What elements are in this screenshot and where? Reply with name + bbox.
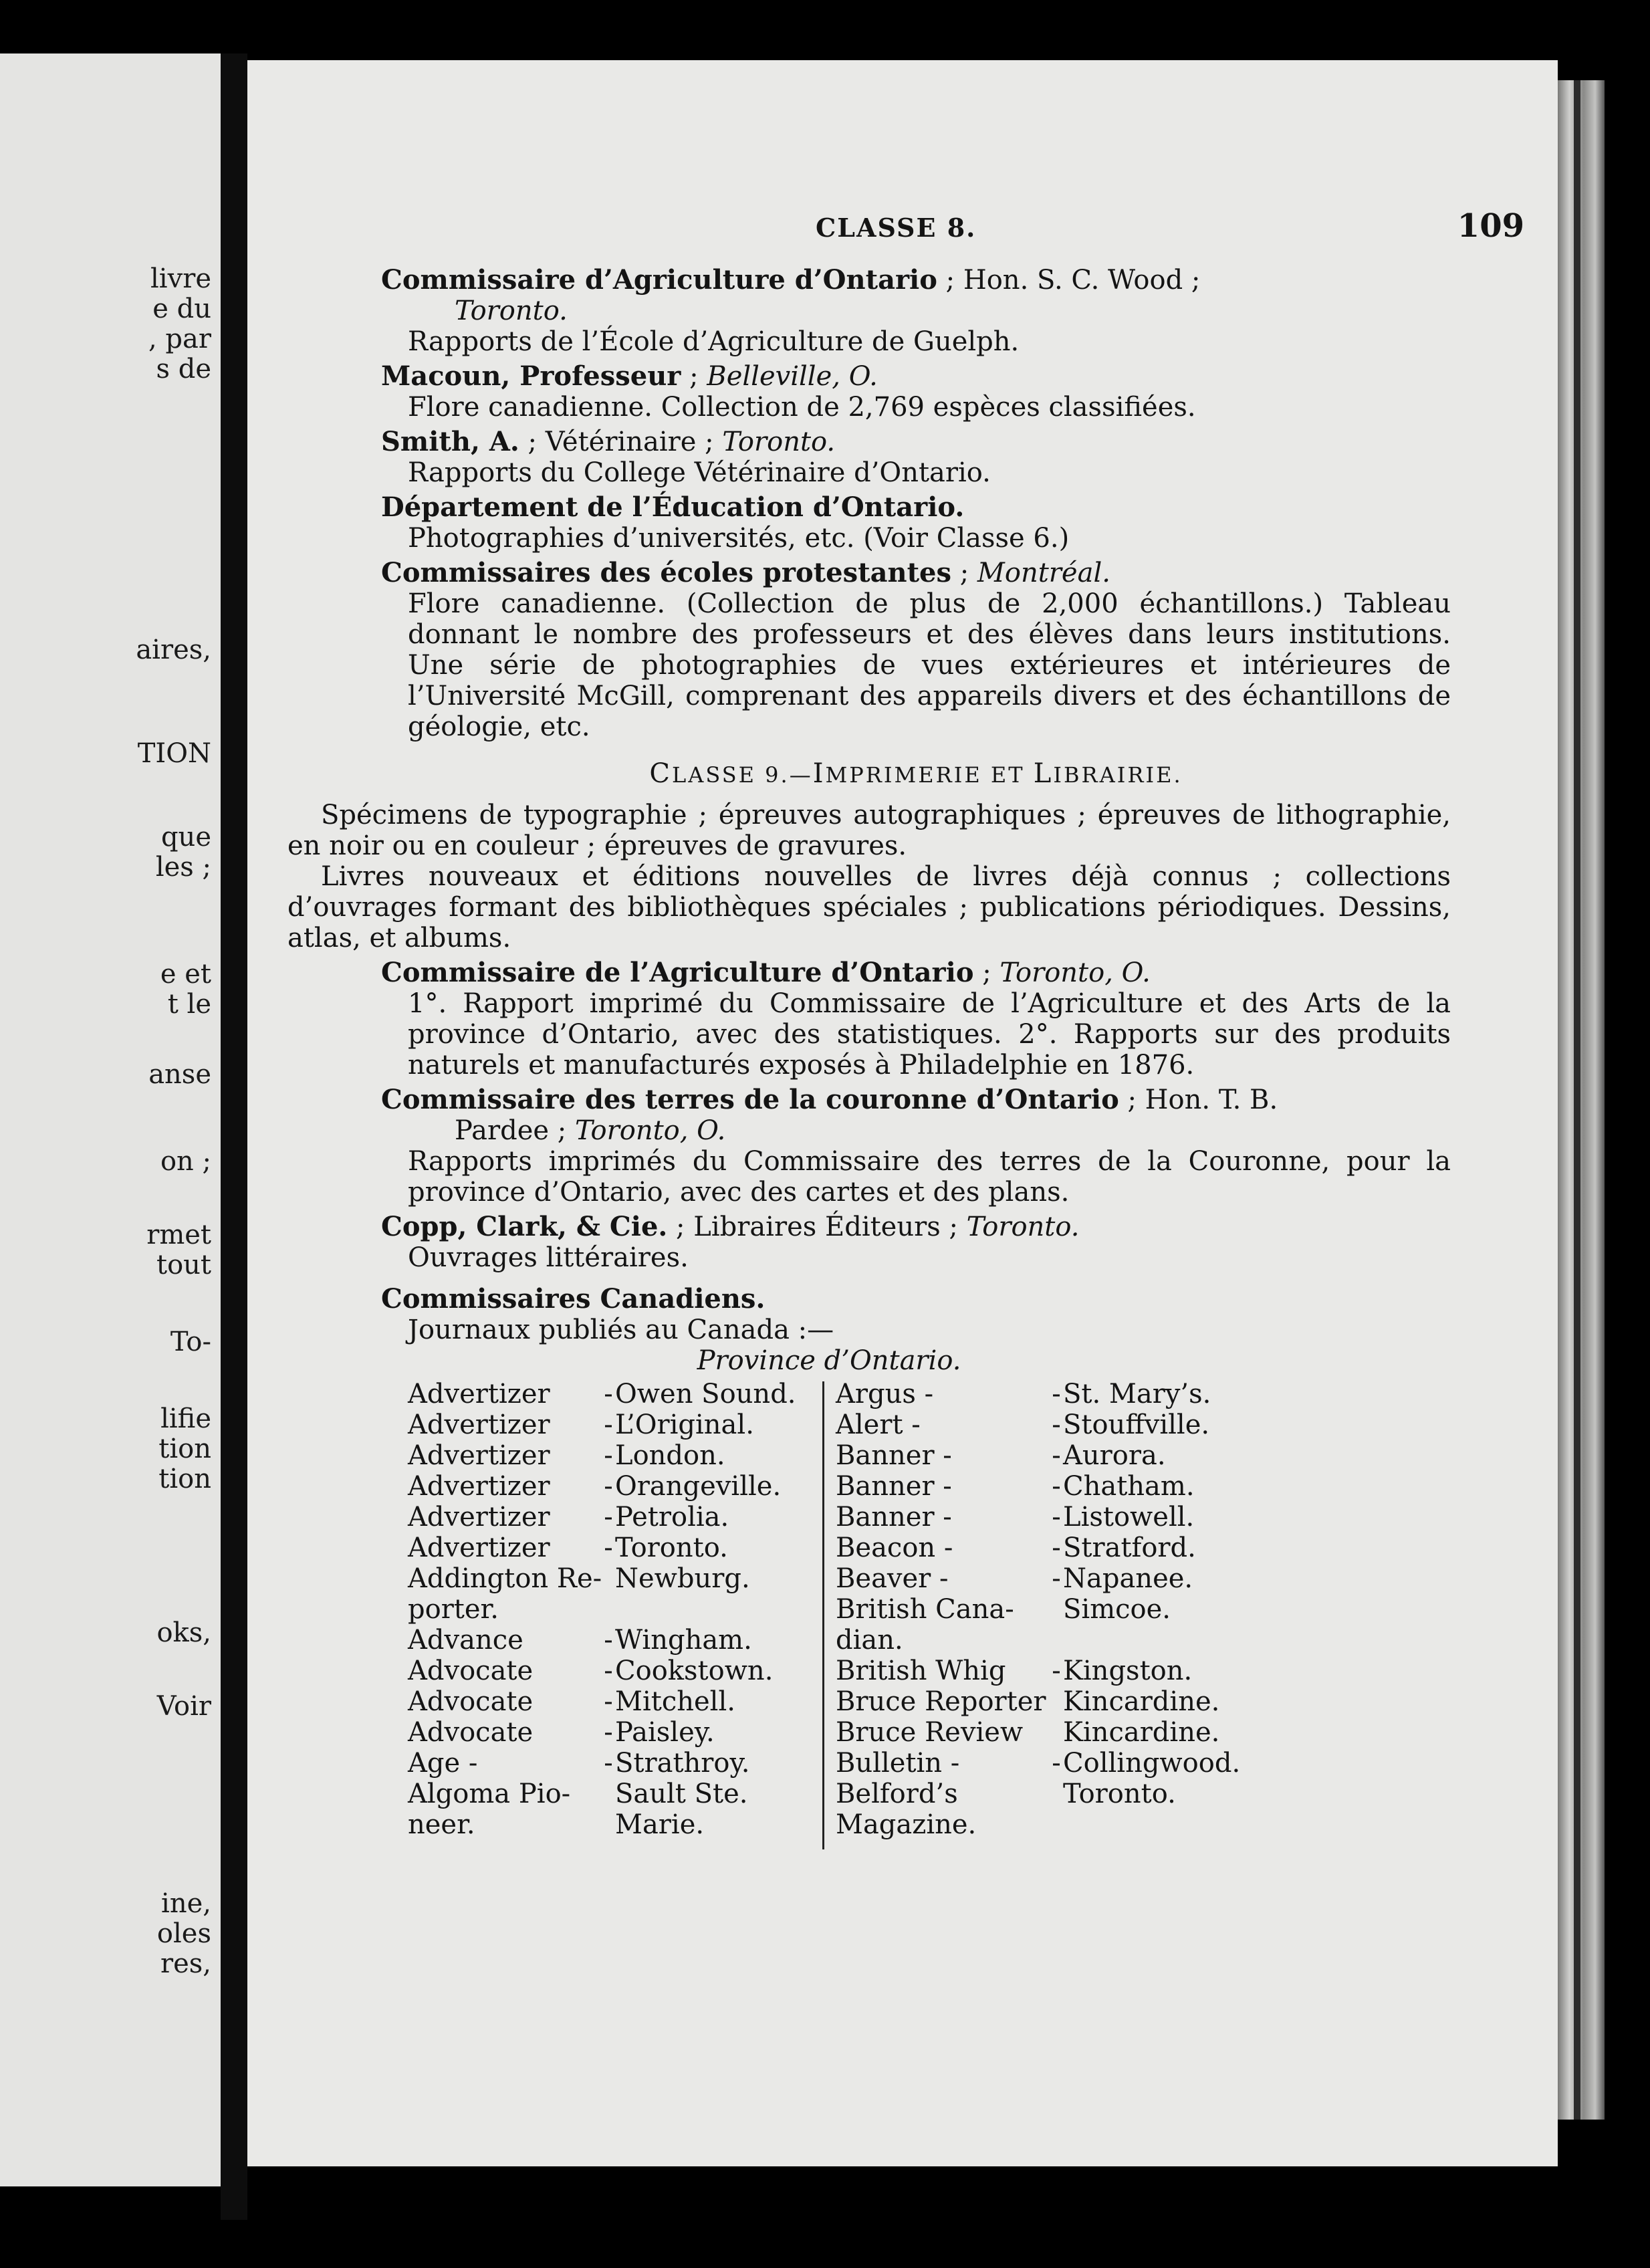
newspaper-place-line: Petrolia.	[615, 1502, 729, 1533]
newspaper-place-line: Kincardine.	[1063, 1686, 1220, 1717]
newspaper-row	[408, 1379, 822, 1409]
entry-heading	[381, 427, 1451, 457]
newspaper-place-line: Collingwood.	[1063, 1748, 1241, 1779]
newspaper-row	[408, 1748, 822, 1779]
left-page-fragment	[0, 294, 221, 324]
left-page-fragment	[0, 1889, 221, 1918]
left-page-fragment-text: e du	[152, 294, 211, 324]
newspaper-place	[615, 1409, 822, 1440]
newspaper-title-line: Banner -	[836, 1440, 952, 1471]
newspaper-dash: -	[1052, 1563, 1061, 1594]
newspaper-title	[408, 1502, 608, 1533]
newspaper-title	[836, 1594, 1056, 1656]
newspaper-dash: -	[1052, 1533, 1061, 1563]
newspaper-place-line: Toronto.	[1063, 1779, 1176, 1809]
newspaper-place	[615, 1563, 822, 1594]
class9-description-1: Spécimens de typographie ; épreuves autographiques ; épreuves de lithographie, en noir ou en couleur ; épreuves de gravures.	[287, 800, 1451, 861]
newspaper-place-line: Marie.	[615, 1809, 705, 1840]
newspaper-title-line: Advocate	[408, 1686, 534, 1717]
newspaper-place	[615, 1533, 822, 1563]
newspaper-dash: -	[604, 1748, 613, 1779]
newspaper-dash: -	[1052, 1440, 1061, 1471]
newspaper-dash: -	[604, 1717, 613, 1748]
newspaper-place	[1063, 1656, 1264, 1686]
newspaper-title	[836, 1748, 1056, 1779]
running-header	[247, 207, 1558, 247]
page-body	[287, 261, 1451, 1847]
newspaper-place	[1063, 1379, 1264, 1409]
left-page-fragment	[0, 1220, 221, 1250]
newspaper-place	[615, 1625, 822, 1656]
newspaper-title-line: British Whig	[836, 1656, 1006, 1686]
newspaper-title-line: Advocate	[408, 1656, 534, 1686]
left-page-fragment	[0, 264, 221, 294]
newspaper-title-line: Argus -	[836, 1379, 934, 1409]
exhibitor-role: ;	[951, 558, 977, 588]
newspaper-place-line: Sault Ste.	[615, 1779, 748, 1809]
exhibitor-name: Commissaires des écoles protestantes	[381, 557, 952, 588]
newspaper-row	[408, 1502, 822, 1533]
newspaper-place	[615, 1717, 822, 1748]
newspaper-row	[408, 1625, 822, 1656]
left-page-fragment	[0, 822, 221, 852]
newspaper-title-line: Bruce Review	[836, 1717, 1024, 1748]
newspaper-dash: -	[1052, 1409, 1061, 1440]
class-title: CLASSE 8.	[816, 213, 977, 243]
newspaper-title	[836, 1563, 1056, 1594]
newspaper-place	[1063, 1563, 1264, 1594]
class9-description-2: Livres nouveaux et éditions nouvelles de livres déjà connus ; collections d’ouvrages formant des bibliothèques spéciales ; publications périodiques. Dessins, atlas, et albums.	[287, 861, 1451, 953]
exhibitor-name: Commissaire d’Agriculture d’Ontario	[381, 264, 937, 296]
newspaper-title	[408, 1379, 608, 1409]
newspaper-place-line: Paisley.	[615, 1717, 715, 1748]
exhibitor-role: ; Libraires Éditeurs ;	[667, 1212, 967, 1242]
left-page-fragment-text: tout	[156, 1250, 211, 1280]
newspaper-row	[836, 1656, 1250, 1686]
newspaper-title-line: Bulletin -	[836, 1748, 960, 1779]
left-page-fragment	[0, 1919, 221, 1948]
exhibitor-place: Toronto.	[722, 427, 836, 457]
newspaper-title-line: Banner -	[836, 1502, 952, 1533]
newspaper-dash: -	[604, 1533, 613, 1563]
left-page-fragment	[0, 853, 221, 882]
newspaper-place-line: Strathroy.	[615, 1748, 750, 1779]
class8-entries	[381, 265, 1451, 742]
exhibitor-place: Belleville, O.	[707, 361, 878, 392]
canadian-commissioners-heading: Commissaires Canadiens.	[381, 1283, 765, 1315]
directory-entry	[381, 427, 1451, 488]
newspaper-place-line: Toronto.	[615, 1533, 728, 1563]
newspaper-row	[408, 1656, 822, 1686]
newspaper-title	[408, 1409, 608, 1440]
newspaper-row	[836, 1594, 1250, 1656]
exhibit-description: Photographies d’universités, etc. (Voir Classe 6.)	[408, 523, 1070, 554]
exhibitor-name: Copp, Clark, & Cie.	[381, 1211, 668, 1242]
exhibitor-name: Macoun, Professeur	[381, 360, 681, 392]
exhibitor-name-cont: Pardee ;	[455, 1115, 575, 1146]
newspaper-title-line: dian.	[836, 1625, 903, 1656]
exhibitor-role: ;	[973, 957, 1000, 988]
class9-entries	[381, 957, 1451, 1273]
newspaper-row	[836, 1471, 1250, 1502]
newspaper-place-line: Listowell.	[1063, 1502, 1195, 1533]
directory-entry	[381, 1212, 1451, 1273]
newspaper-title-line: Advertizer	[408, 1379, 550, 1409]
left-page-fragment-text: s de	[156, 354, 211, 384]
newspaper-place-line: Wingham.	[615, 1625, 752, 1656]
newspaper-place-line: Stouffville.	[1063, 1409, 1210, 1440]
newspaper-title-line: British Cana-	[836, 1594, 1014, 1625]
left-page-fragment-text: ine,	[161, 1888, 211, 1919]
newspaper-dash: -	[1052, 1748, 1061, 1779]
left-page-fragment-text: aires,	[136, 635, 211, 665]
newspaper-title-line: neer.	[408, 1809, 475, 1840]
exhibitor-place: Toronto, O.	[999, 957, 1151, 988]
newspaper-title	[408, 1686, 608, 1717]
newspaper-place-line: Aurora.	[1063, 1440, 1166, 1471]
exhibit-description: Flore canadienne. (Collection de plus de 2,000 échantillons.) Tableau donnant le nombre des professeurs et des élèves dans leurs institutions. Une série de photographies de vues extérieures et intérieures de l’Université McGill, comprenant des appareils divers et des échantillons de géologie, etc.	[408, 588, 1451, 742]
newspaper-title	[836, 1379, 1056, 1409]
left-page-fragment-text: res,	[160, 1948, 211, 1979]
newspapers-intro: Journaux publiés au Canada :—	[408, 1315, 834, 1345]
newspaper-dash: -	[604, 1409, 613, 1440]
newspaper-place-line: L’Original.	[615, 1409, 754, 1440]
newspaper-place-line: London.	[615, 1440, 725, 1471]
left-page-fragment-text: TION	[137, 738, 211, 769]
entry-heading	[381, 492, 1451, 523]
left-page-fragment	[0, 1464, 221, 1494]
newspaper-place-line: Kingston.	[1063, 1656, 1193, 1686]
newspaper-dash: -	[604, 1502, 613, 1533]
entry-heading-continuation	[381, 1115, 1451, 1146]
newspaper-column-right	[836, 1379, 1250, 1840]
entry-heading	[381, 1085, 1451, 1115]
newspaper-title	[836, 1686, 1056, 1717]
page-number: 109	[1457, 207, 1524, 245]
newspaper-place	[615, 1748, 822, 1779]
left-page-fragment	[0, 1949, 221, 1978]
directory-entry	[381, 558, 1451, 742]
newspaper-title-line: Advertizer	[408, 1440, 550, 1471]
newspaper-place	[615, 1656, 822, 1686]
left-page-fragment-text: que	[160, 822, 211, 853]
newspaper-place	[1063, 1502, 1264, 1533]
exhibitor-role: ; Hon. T. B.	[1118, 1085, 1278, 1115]
newspaper-dash: -	[604, 1686, 613, 1717]
newspaper-place	[615, 1440, 822, 1471]
left-page-fragment	[0, 635, 221, 665]
newspaper-title	[408, 1471, 608, 1502]
left-facing-page	[0, 53, 221, 2186]
newspaper-place-line: Stratford.	[1063, 1533, 1196, 1563]
left-page-fragment	[0, 1327, 221, 1357]
newspaper-title	[408, 1656, 608, 1686]
exhibit-description: 1°. Rapport imprimé du Commissaire de l’Agriculture et des Arts de la province d’Ontario, avec des statistiques. 2°. Rapports sur des produits naturels et manufacturés exposés à Philadelphie en 1876.	[408, 988, 1451, 1081]
entry-heading	[381, 265, 1451, 296]
newspaper-dash: -	[604, 1625, 613, 1656]
exhibitor-name: Commissaire des terres de la couronne d’Ontario	[381, 1084, 1119, 1115]
newspaper-title	[408, 1533, 608, 1563]
newspaper-title-line: Algoma Pio-	[408, 1779, 571, 1809]
left-page-fragment-text: rmet	[146, 1220, 211, 1250]
entry-heading	[381, 957, 1451, 988]
newspaper-place-line: Napanee.	[1063, 1563, 1193, 1594]
newspaper-title	[408, 1563, 608, 1625]
newspaper-row	[836, 1409, 1250, 1440]
exhibitor-name: Département de l’Éducation d’Ontario.	[381, 491, 965, 523]
newspaper-title	[408, 1440, 608, 1471]
newspaper-place-line: Chatham.	[1063, 1471, 1195, 1502]
newspaper-row	[836, 1379, 1250, 1409]
newspaper-place-line: Kincardine.	[1063, 1717, 1220, 1748]
newspaper-row	[408, 1563, 822, 1625]
newspaper-title-line: Advertizer	[408, 1471, 550, 1502]
newspaper-place	[1063, 1717, 1264, 1748]
left-page-fragment-text: on ;	[160, 1146, 211, 1177]
directory-entry	[381, 492, 1451, 554]
newspaper-title	[836, 1533, 1056, 1563]
entry-heading	[381, 361, 1451, 392]
left-page-fragment	[0, 1434, 221, 1464]
newspaper-title-line: Advance	[408, 1625, 523, 1656]
left-page-fragment-text: oks,	[156, 1617, 211, 1648]
newspaper-title-line: Age -	[408, 1748, 478, 1779]
newspaper-title-line: Advocate	[408, 1717, 534, 1748]
newspaper-place-line: Orangeville.	[615, 1471, 782, 1502]
book-gutter	[221, 53, 247, 2220]
newspaper-title-line: Banner -	[836, 1471, 952, 1502]
newspaper-title	[408, 1779, 608, 1840]
province-heading: Province d’Ontario.	[697, 1345, 961, 1376]
exhibitor-place: Toronto.	[966, 1212, 1080, 1242]
newspaper-row	[836, 1779, 1250, 1840]
newspaper-dash: -	[604, 1440, 613, 1471]
left-page-fragment	[0, 354, 221, 384]
directory-entry	[381, 1085, 1451, 1208]
newspaper-place	[1063, 1409, 1264, 1440]
newspaper-place	[615, 1686, 822, 1717]
left-page-fragment	[0, 1147, 221, 1176]
left-page-fragment-text: Voir	[156, 1691, 211, 1722]
newspaper-title-line: Magazine.	[836, 1809, 977, 1840]
newspaper-dash: -	[1052, 1379, 1061, 1409]
newspaper-row	[408, 1717, 822, 1748]
newspaper-place-line: Newburg.	[615, 1563, 750, 1594]
exhibitor-place: Montréal.	[977, 558, 1110, 588]
directory-entry	[381, 265, 1451, 357]
newspaper-row	[408, 1686, 822, 1717]
left-page-fragment	[0, 990, 221, 1019]
page-edges	[1558, 80, 1605, 2120]
newspaper-title	[836, 1502, 1056, 1533]
newspaper-title	[836, 1656, 1056, 1686]
newspaper-dash: -	[1052, 1502, 1061, 1533]
exhibitor-name: Commissaire de l’Agriculture d’Ontario	[381, 957, 974, 988]
exhibitor-role: ;	[681, 361, 707, 392]
left-page-fragment-text: t le	[167, 989, 211, 1020]
newspaper-title-line: porter.	[408, 1594, 499, 1625]
newspaper-dash: -	[604, 1656, 613, 1686]
newspaper-place-line: Cookstown.	[615, 1656, 774, 1686]
newspaper-title	[836, 1440, 1056, 1471]
directory-entry	[381, 957, 1451, 1081]
left-page-fragment	[0, 324, 221, 354]
directory-entry	[381, 361, 1451, 423]
newspaper-row	[408, 1440, 822, 1471]
newspaper-title-line: Advertizer	[408, 1409, 550, 1440]
exhibit-description: Rapports de l’École d’Agriculture de Guelph.	[408, 326, 1020, 357]
newspaper-title-line: Beacon -	[836, 1533, 953, 1563]
left-page-fragment-text: To-	[170, 1327, 211, 1357]
newspaper-dash: -	[1052, 1656, 1061, 1686]
newspaper-place	[615, 1379, 822, 1409]
left-page-fragment	[0, 1618, 221, 1648]
newspaper-place-line: Owen Sound.	[615, 1379, 796, 1409]
newspaper-title	[408, 1717, 608, 1748]
left-page-fragment-text: lifie	[160, 1403, 211, 1434]
newspaper-column-left	[408, 1379, 822, 1840]
book-page	[247, 60, 1558, 2166]
newspaper-title	[408, 1625, 608, 1656]
newspaper-dash: -	[1052, 1471, 1061, 1502]
newspaper-place	[615, 1502, 822, 1533]
newspaper-row	[836, 1686, 1250, 1717]
newspaper-title	[836, 1779, 1056, 1840]
newspaper-title-line: Beaver -	[836, 1563, 949, 1594]
newspaper-row	[408, 1779, 822, 1840]
newspaper-row	[836, 1748, 1250, 1779]
exhibit-description: Flore canadienne. Collection de 2,769 espèces classifiées.	[408, 392, 1196, 423]
newspaper-place	[1063, 1471, 1264, 1502]
newspaper-row	[836, 1563, 1250, 1594]
entry-heading	[381, 1212, 1451, 1242]
left-page-fragment-text: les ;	[155, 852, 211, 883]
exhibitor-role: ; Hon. S. C. Wood ;	[937, 265, 1201, 296]
newspaper-row	[408, 1409, 822, 1440]
newspaper-table	[408, 1379, 1277, 1847]
newspaper-row	[836, 1440, 1250, 1471]
exhibit-description: Rapports imprimés du Commissaire des terres de la Couronne, pour la province d’Ontario, avec des cartes et des plans.	[408, 1146, 1451, 1208]
left-page-fragment-text: , par	[148, 324, 211, 354]
newspaper-row	[408, 1471, 822, 1502]
class9-title: CLASSE 9.—IMPRIMERIE ET LIBRAIRIE.	[649, 758, 1183, 789]
newspaper-title	[408, 1748, 608, 1779]
left-page-fragment	[0, 959, 221, 989]
newspaper-title-line: Bruce Reporter	[836, 1686, 1046, 1717]
left-page-fragment	[0, 739, 221, 768]
newspaper-title-line: Advertizer	[408, 1533, 550, 1563]
newspaper-place	[1063, 1533, 1264, 1563]
exhibitor-name: Smith, A.	[381, 426, 519, 457]
left-page-fragment	[0, 1692, 221, 1721]
exhibitor-place: Toronto.	[455, 296, 568, 326]
left-page-fragment	[0, 1404, 221, 1434]
exhibit-description: Rapports du College Vétérinaire d’Ontario.	[408, 457, 991, 488]
newspaper-dash: -	[604, 1471, 613, 1502]
newspaper-place	[615, 1471, 822, 1502]
left-page-fragment-text: e et	[160, 959, 211, 990]
newspaper-row	[836, 1502, 1250, 1533]
left-page-fragment-text: livre	[150, 263, 211, 294]
left-page-fragment-text: oles	[156, 1918, 211, 1949]
newspaper-title-line: Advertizer	[408, 1502, 550, 1533]
newspaper-place	[1063, 1779, 1264, 1809]
entry-heading-continuation	[381, 296, 1451, 326]
newspaper-place	[615, 1779, 822, 1840]
newspaper-place-line: Mitchell.	[615, 1686, 735, 1717]
newspaper-place	[1063, 1748, 1264, 1779]
left-page-fragment	[0, 1250, 221, 1280]
newspaper-place-line: Simcoe.	[1063, 1594, 1171, 1625]
newspaper-row	[836, 1717, 1250, 1748]
entry-heading	[381, 558, 1451, 588]
exhibitor-place: Toronto, O.	[574, 1115, 726, 1146]
newspaper-row	[836, 1533, 1250, 1563]
left-page-fragment-text: tion	[158, 1434, 211, 1464]
newspaper-title	[836, 1717, 1056, 1748]
newspaper-title-line: Belford’s	[836, 1779, 958, 1809]
newspaper-row	[408, 1533, 822, 1563]
left-page-fragment-text: anse	[148, 1059, 211, 1090]
left-page-fragment-text: tion	[158, 1464, 211, 1494]
newspaper-place	[1063, 1686, 1264, 1717]
left-page-fragment	[0, 1060, 221, 1089]
column-divider	[822, 1381, 824, 1849]
newspaper-title-line: Addington Re-	[408, 1563, 602, 1594]
newspaper-place	[1063, 1594, 1264, 1625]
newspaper-title-line: Alert -	[836, 1409, 921, 1440]
newspaper-place-line: St. Mary’s.	[1063, 1379, 1211, 1409]
exhibitor-role: ; Vétérinaire ;	[519, 427, 723, 457]
newspaper-title	[836, 1471, 1056, 1502]
newspaper-place	[1063, 1440, 1264, 1471]
newspaper-title	[836, 1409, 1056, 1440]
newspaper-dash: -	[604, 1379, 613, 1409]
exhibit-description: Ouvrages littéraires.	[408, 1242, 689, 1273]
